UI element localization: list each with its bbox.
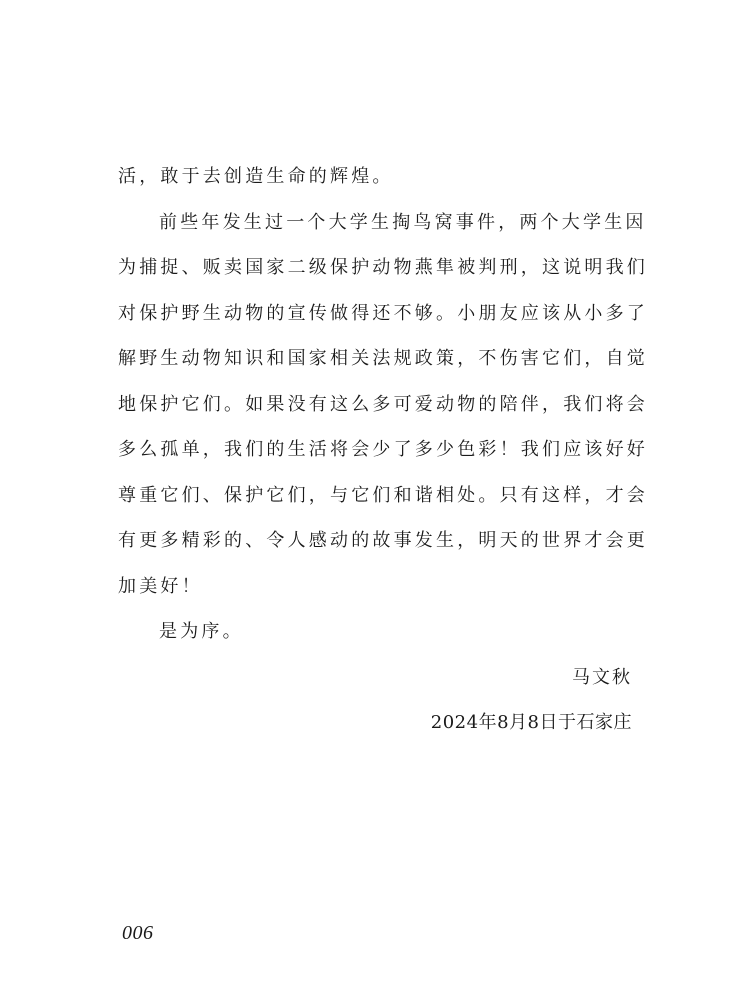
text-line: 为捕捉、贩卖国家二级保护动物燕隼被判刑，这说明我们 <box>118 257 648 278</box>
text-line: 地保护它们。如果没有这么多可爱动物的陪伴，我们将会 <box>118 393 648 415</box>
text-line: 对保护野生动物的宣传做得还不够。小朋友应该从小多了 <box>118 302 648 324</box>
text-line: 多么孤单，我们的生活将会少了多少色彩！我们应该好好 <box>118 439 648 460</box>
text-line: 前些年发生过一个大学生掏鸟窝事件，两个大学生因 <box>159 211 647 233</box>
page-number: 006 <box>122 922 154 944</box>
text-line: 解野生动物知识和国家相关法规政策，不伤害它们，自觉 <box>118 348 648 369</box>
text-line: 活，敢于去创造生命的辉煌。 <box>118 166 394 187</box>
author-signature: 马文秋 <box>572 666 632 688</box>
text-line: 有更多精彩的、令人感动的故事发生，明天的世界才会更 <box>118 530 648 551</box>
text-line: 加美好！ <box>118 575 203 597</box>
text-line: 尊重它们、保护它们，与它们和谐相处。只有这样，才会 <box>118 484 648 506</box>
text-line: 是为序。 <box>159 621 244 642</box>
date-place: 2024年8月8日于石家庄 <box>430 712 632 733</box>
body-text <box>118 154 648 746</box>
